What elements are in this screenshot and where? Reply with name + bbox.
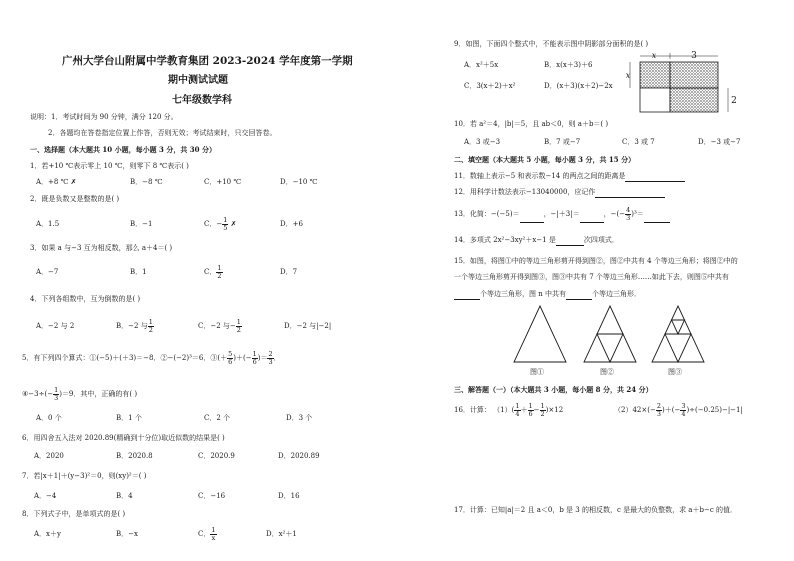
q3-option-c xyxy=(204,264,223,280)
q9-option-c: C．3(x＋2)＋x² xyxy=(464,82,516,90)
q9-label-left-x: x xyxy=(625,71,631,80)
q3-option-b: B．1 xyxy=(130,268,147,276)
q4-option-c xyxy=(198,318,242,334)
q7-option-c: C．−16 xyxy=(198,492,226,500)
q8-c-numerator: 1 xyxy=(211,525,216,534)
q1-option-b: B．−8 ℃ xyxy=(130,178,163,186)
q16-f5-numerator: 3 xyxy=(681,401,686,410)
q8-option-c-label: C． xyxy=(198,530,211,538)
q3-frac-numerator: 1 xyxy=(217,263,222,272)
q10-option-b: B．7 或−7 xyxy=(544,138,581,146)
q5-line2-b: )＝9．其中，正确的有( ) xyxy=(59,390,138,398)
q16-p1-label: （1） xyxy=(493,406,512,414)
q15-line3-b: 个等边三角形，图 n 中共有 xyxy=(480,290,566,298)
q5-frac4-numerator: 1 xyxy=(54,385,59,394)
section-heading-solve: 三、解答题（一）（本大题共 3 小题，每小题 8 分，共 24 分） xyxy=(454,385,653,394)
q15-line3 xyxy=(454,290,641,300)
q16-p2-a: 42×(− xyxy=(632,406,656,414)
q9-shaded-square xyxy=(640,62,670,88)
q8-c-denominator: x xyxy=(211,533,216,542)
q2-option-b: B．−1 xyxy=(130,220,153,228)
q5-option-c: C．2 个 xyxy=(204,414,231,422)
q14-text: 14．多项式 2x²−3xy²＋x−1 是 xyxy=(454,236,556,244)
q13-a: 13．化简：−(−5)＝ xyxy=(454,210,520,218)
q8-option-c xyxy=(198,526,217,542)
q15-line2: 一个等边三角形剪开得到图③，图③中共有 7 个等边三角形……如此下去，则图⑤中共有 xyxy=(454,273,729,281)
q6-stem: 6．用四舍五入法对 2020.89(精确到十分位)取近似数的结果是( ) xyxy=(22,434,225,442)
q8-option-d: D．x²＋1 xyxy=(266,530,297,538)
q13-frac-denominator: 3 xyxy=(626,213,631,222)
q4-option-b xyxy=(116,318,154,334)
q16-f3-denominator: 2 xyxy=(540,409,545,418)
q16-p2-c: )÷(−0.25)−|−1| xyxy=(686,406,743,414)
q3-option-c-fraction xyxy=(216,265,222,280)
q12-answer-blank xyxy=(595,188,665,198)
q14-answer-blank xyxy=(556,236,584,246)
q11-text: 11．数轴上表示−5 和表示数−14 的两点之间的距离是 xyxy=(454,172,626,180)
q15-line1: 15．如图，将图①中的等边三角形剪开得到图②，图②中共有 4 个等边三角形；将图②中的 xyxy=(454,257,738,265)
q5-stem-a: 5．有下列四个算式：①(−5)＋(＋3)＝−8．②−(−2)³＝6．③(＋ xyxy=(22,354,228,362)
q11-stem xyxy=(454,172,685,182)
q2-option-c-label: C．− xyxy=(204,220,223,228)
q4-b-denominator: 2 xyxy=(148,325,153,334)
q5-frac3-denominator: 3 xyxy=(268,357,273,366)
q9-shaded-rect-bottom xyxy=(670,88,718,112)
q5-option-d: D．3 个 xyxy=(286,414,313,422)
q5-frac3-numerator: 2 xyxy=(268,349,273,358)
q2-stem: 2．既是负数又是整数的是( ) xyxy=(30,195,120,203)
q16-p1-a: ( xyxy=(511,406,515,414)
q8-stem: 8．下列式子中，是单项式的是( ) xyxy=(22,510,126,518)
q16-f4-numerator: 2 xyxy=(656,401,661,410)
exam-subject: 七年级数学科 xyxy=(172,95,232,106)
q12-text: 12．用科学计数法表示−13040000，应记作 xyxy=(454,188,596,196)
q16-p1-c: − xyxy=(533,406,540,414)
q5-line2-a: ④−3÷(− xyxy=(22,390,54,398)
q11-answer-blank xyxy=(625,172,685,182)
q3-frac-denominator: 2 xyxy=(217,271,222,280)
q15-line3-c: 个等边三角形． xyxy=(591,290,641,298)
q13-d: )³＝ xyxy=(631,210,644,218)
q8-option-b: B．−x xyxy=(116,530,138,538)
q5-stem-c: )＝ xyxy=(257,354,268,362)
q3-option-d: D．7 xyxy=(280,268,298,276)
q15-blank-2 xyxy=(566,290,592,300)
q13-blank-1 xyxy=(520,206,544,223)
q5-frac1-denominator: 6 xyxy=(228,357,233,366)
q5-frac2-denominator: 6 xyxy=(252,357,257,366)
triangle-figure-2 xyxy=(584,306,636,362)
section-heading-fill: 二、填空题（本大题共 5 小题，每小题 3 分，共 15 分） xyxy=(454,155,636,164)
q9-rectangle-figure xyxy=(622,52,742,122)
q10-option-a: A．3 或−3 xyxy=(464,138,501,146)
q4-option-b-fraction xyxy=(148,319,154,334)
q4-option-c-label: C．−2 与− xyxy=(198,322,236,330)
q16-f1-denominator: 4 xyxy=(515,409,520,418)
q4-option-b-label: B．−2 与 xyxy=(116,322,148,330)
q4-b-numerator: 1 xyxy=(148,317,153,326)
q12-stem xyxy=(454,188,665,198)
q5-option-a: A．0 个 xyxy=(36,414,62,422)
q9-blank-rect xyxy=(640,88,670,112)
q1-option-d: D．−10 ℃ xyxy=(280,178,318,186)
q5-frac1-numerator: 5 xyxy=(228,349,233,358)
q17-stem: 17．计算：已知|a|＝2 且 a＜0，b 是 3 的相反数，c 是最大的负整数，求 a＋b−c 的值． xyxy=(454,506,737,514)
q16-f5-denominator: 4 xyxy=(681,409,686,418)
q15-caption-1: 图① xyxy=(530,368,544,376)
q3-stem: 3．如果 a 与−3 互为相反数，那么 a＋4＝( ) xyxy=(30,244,173,252)
q16-f2-numerator: 1 xyxy=(528,401,533,410)
q2-option-c-fraction xyxy=(222,217,228,232)
q5-stem-b: )＋(− xyxy=(233,354,252,362)
q14-stem xyxy=(454,236,619,246)
q2-option-d: D．+6 xyxy=(280,220,303,228)
q5-frac2-numerator: 1 xyxy=(252,349,257,358)
q1-option-c: C．+10 ℃ xyxy=(204,178,242,186)
q16-f2-denominator: 6 xyxy=(528,409,533,418)
q16-part2 xyxy=(614,402,743,418)
q7-option-d: D．16 xyxy=(278,492,300,500)
q16-part1 xyxy=(454,402,563,418)
q13-stem xyxy=(454,206,670,223)
q4-option-d: D．−2 与|−2| xyxy=(284,322,332,330)
q3-option-a: A．−7 xyxy=(36,268,59,276)
q10-option-d: D．−3 或−7 xyxy=(698,138,741,146)
q1-stem: 1．若+10 ℃表示零上 10 ℃，则零下 8 ℃表示( ) xyxy=(30,162,189,170)
q2-option-c xyxy=(204,216,236,232)
q13-blank-3 xyxy=(644,206,670,223)
q4-stem: 4．下列各组数中，互为倒数的是( ) xyxy=(30,295,141,303)
q5-option-b: B．1 个 xyxy=(116,414,142,422)
q10-stem: 10．若 a²＝4，|b|＝5，且 ab＜0，则 a＋b＝( ) xyxy=(454,120,609,128)
q9-shaded-rect-top xyxy=(670,62,718,88)
q2-option-a: A．1.5 xyxy=(36,220,60,228)
q9-label-right-2: 2 xyxy=(731,96,737,106)
q16-f1-numerator: 1 xyxy=(515,401,520,410)
q15-caption-2: 图② xyxy=(600,368,614,376)
q7-stem: 7．若|x＋1|＋(y−3)²＝0，则(xy)²＝( ) xyxy=(22,472,147,480)
triangle-figure-3 xyxy=(652,306,704,362)
exam-title: 广州大学台山附属中学教育集团 2023-2024 学年度第一学期 xyxy=(62,55,353,67)
q15-triangle-figures xyxy=(512,304,708,368)
q8-option-a: A．x＋y xyxy=(34,530,61,538)
q16-f3-numerator: 1 xyxy=(540,401,545,410)
q9-label-top-x: x xyxy=(651,51,657,60)
q4-c-numerator: 1 xyxy=(236,317,241,326)
q16-p1-b: ＋ xyxy=(520,406,528,414)
q15-caption-3: 图③ xyxy=(668,368,682,376)
q9-option-a: A．x²＋5x xyxy=(464,61,499,69)
q15-blank-1 xyxy=(454,290,480,300)
q13-frac-numerator: 4 xyxy=(626,205,631,214)
q9-stem: 9．如图，下面四个整式中，不能表示图中阴影部分面积的是( ) xyxy=(454,40,649,48)
q8-option-c-fraction xyxy=(210,527,216,542)
q5-frac4-denominator: 3 xyxy=(54,393,59,402)
q4-option-a: A．−2 与 2 xyxy=(36,322,75,330)
q13-b: ，−|＋3|＝ xyxy=(543,210,580,218)
instruction-2: 2．各题均在答卷指定位置上作答，否则无效；考试结束时，只交回答卷。 xyxy=(48,129,277,137)
q5-stem-line2 xyxy=(22,386,137,402)
q5-stem-d: ． xyxy=(273,354,281,362)
q16-p2-label: （2） xyxy=(614,406,633,414)
q9-label-top-3: 3 xyxy=(691,51,697,61)
q9-option-b: B．x(x＋3)＋6 xyxy=(544,61,593,69)
q2-cross-mark: ✗ xyxy=(230,220,237,228)
q4-option-c-fraction xyxy=(236,319,242,334)
q6-option-a: A．2020 xyxy=(34,452,64,460)
triangle-figure-1 xyxy=(514,306,566,362)
instruction-1: 说明：1．考试时间为 90 分钟，满分 120 分。 xyxy=(30,113,178,121)
q16-f4-denominator: 3 xyxy=(656,409,661,418)
q3-option-c-label: C． xyxy=(204,268,217,276)
q16-p2-b: )＋(− xyxy=(661,406,681,414)
q14-tail: 次四项式． xyxy=(583,236,619,244)
right-column xyxy=(420,0,794,561)
q1-option-a: A．+8 ℃ ✗ xyxy=(36,178,77,186)
q10-option-c: C．3 或 7 xyxy=(622,138,655,146)
q16-label: 16．计算： xyxy=(454,406,491,414)
q7-option-a: A．−4 xyxy=(34,492,57,500)
q6-option-b: B．2020.8 xyxy=(116,452,153,460)
section-heading-choice: 一、选择题（本大题共 10 小题，每小题 3 分，共 30 分） xyxy=(30,145,216,154)
q9-option-d: D．(x＋3)(x＋2)−2x xyxy=(544,82,613,90)
q16-p1-d: )×12 xyxy=(545,406,564,414)
q6-option-d: D．2020.89 xyxy=(278,452,320,460)
exam-subtitle: 期中测试试题 xyxy=(168,75,228,86)
q6-option-c: C．2020.9 xyxy=(198,452,235,460)
q5-stem-line1 xyxy=(22,350,281,366)
q7-option-b: B．4 xyxy=(116,492,133,500)
q4-c-denominator: 2 xyxy=(236,325,241,334)
q2-frac-numerator: 1 xyxy=(223,215,228,224)
q13-blank-2 xyxy=(580,206,604,223)
q2-frac-denominator: 5 xyxy=(223,223,228,232)
q13-c: ，−(− xyxy=(603,210,626,218)
